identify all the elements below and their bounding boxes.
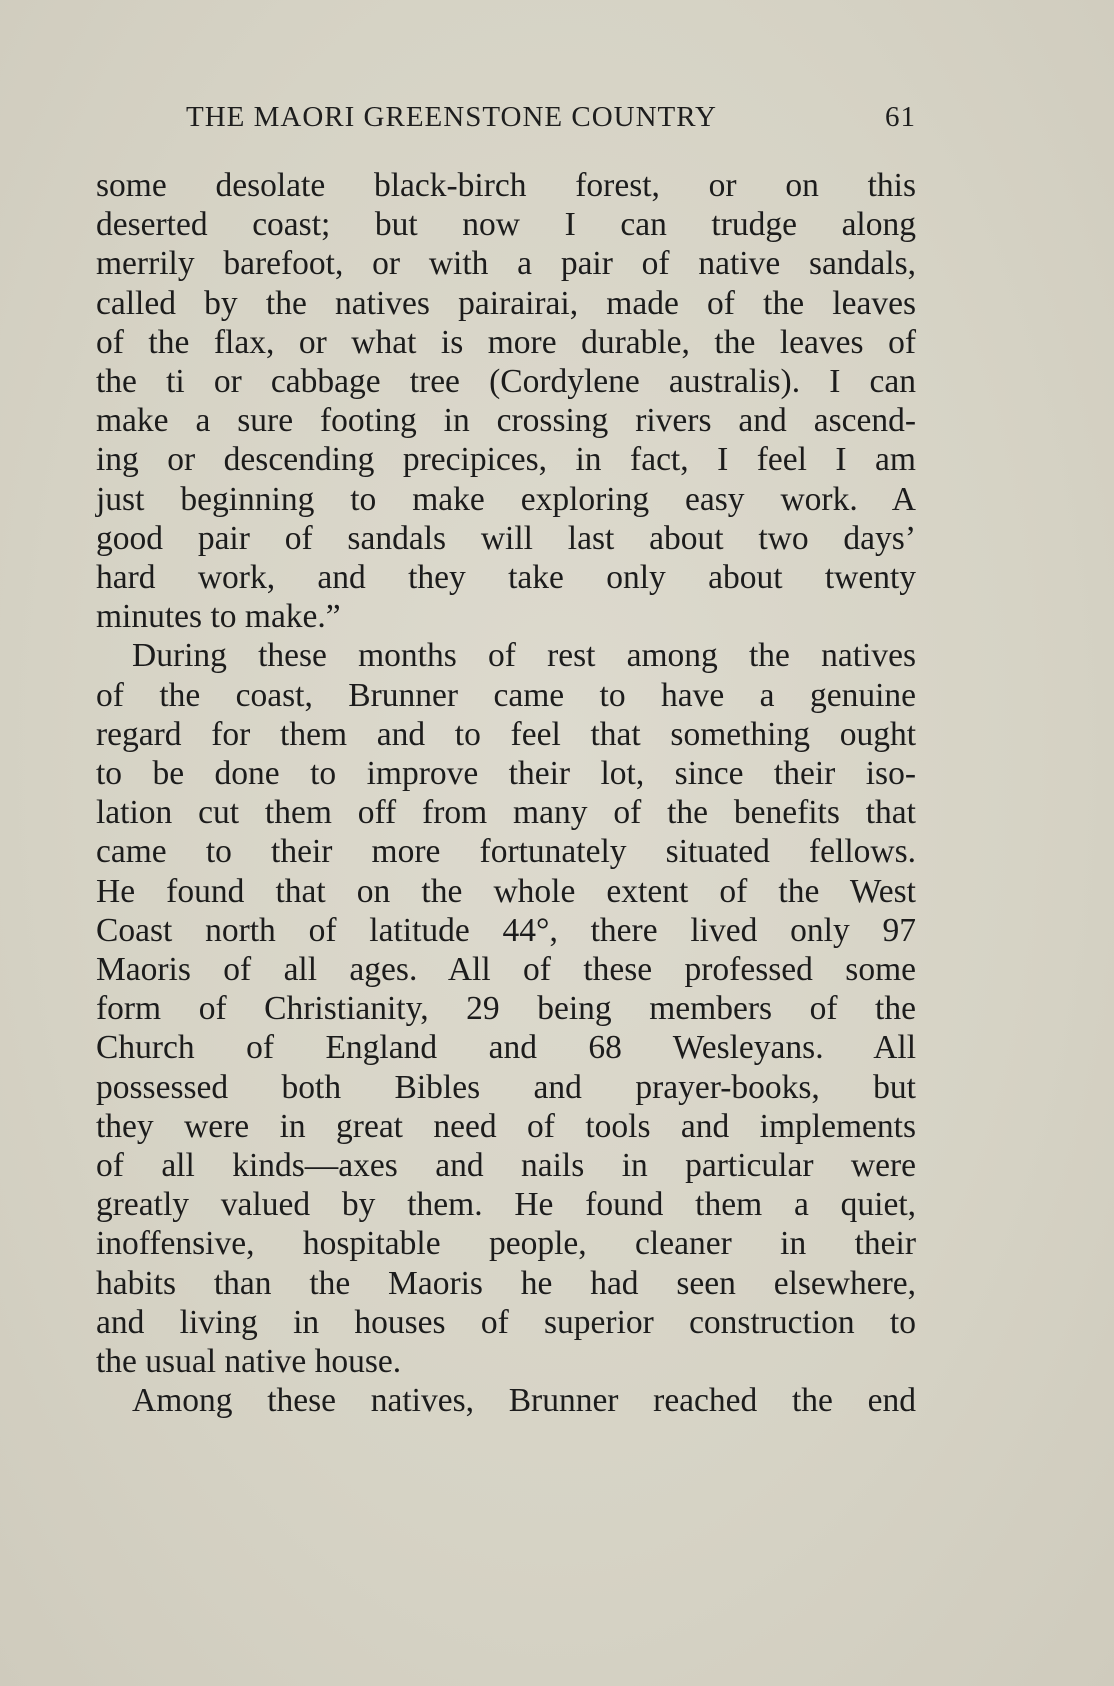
text-line: greatly valued by them. He found them a quiet, — [96, 1186, 916, 1224]
text-line: habits than the Maoris he had seen elsewhere, — [96, 1264, 916, 1302]
text-line: the ti or cabbage tree (Cordylene australis). I can — [96, 363, 916, 401]
running-head — [96, 101, 916, 141]
text-line: lation cut them off from many of the benefits that — [96, 794, 916, 832]
body-text — [96, 166, 916, 1421]
chapter-title: THE MAORI GREENSTONE COUNTRY — [186, 101, 717, 133]
text-line: ing or descending precipices, in fact, I feel I am — [96, 441, 916, 479]
paragraph-first-line: During these months of rest among the natives — [132, 637, 916, 675]
text-line: merrily barefoot, or with a pair of native sandals, — [96, 245, 916, 283]
text-line: some desolate black-birch forest, or on this — [96, 167, 916, 204]
text-line: of the coast, Brunner came to have a genuine — [96, 676, 916, 714]
text-line: of the flax, or what is more durable, the leaves of — [96, 323, 916, 361]
text-line: Maoris of all ages. All of these professed some — [96, 951, 916, 989]
text-line: of all kinds—axes and nails in particular were — [96, 1147, 916, 1185]
text-line: inoffensive, hospitable people, cleaner in their — [96, 1225, 916, 1263]
text-line: and living in houses of superior construction to — [96, 1303, 916, 1341]
text-line: they were in great need of tools and implements — [96, 1107, 916, 1145]
text-line: deserted coast; but now I can trudge along — [96, 206, 916, 244]
text-line: just beginning to make exploring easy work. A — [96, 480, 916, 518]
paragraph-first-line: Among these natives, Brunner reached the end — [132, 1382, 916, 1420]
text-line: good pair of sandals will last about two days’ — [96, 519, 916, 557]
text-line: regard for them and to feel that something ought — [96, 715, 916, 753]
text-line: called by the natives pairairai, made of the leaves — [96, 284, 916, 322]
text-line: form of Christianity, 29 being members of the — [96, 990, 916, 1028]
text-line: minutes to make.” — [96, 598, 341, 636]
text-line: possessed both Bibles and prayer-books, but — [96, 1068, 916, 1106]
text-line: the usual native house. — [96, 1343, 402, 1381]
text-line: hard work, and they take only about twenty — [96, 559, 916, 597]
page-number: 61 — [885, 101, 916, 133]
text-line: Coast north of latitude 44°, there lived only 97 — [96, 911, 916, 949]
text-line: He found that on the whole extent of the West — [96, 872, 916, 910]
text-line: came to their more fortunately situated fellows. — [96, 833, 916, 871]
text-line: Church of England and 68 Wesleyans. All — [96, 1029, 916, 1067]
text-line: make a sure footing in crossing rivers and ascend- — [96, 402, 916, 440]
text-line: to be done to improve their lot, since their iso- — [96, 755, 916, 793]
